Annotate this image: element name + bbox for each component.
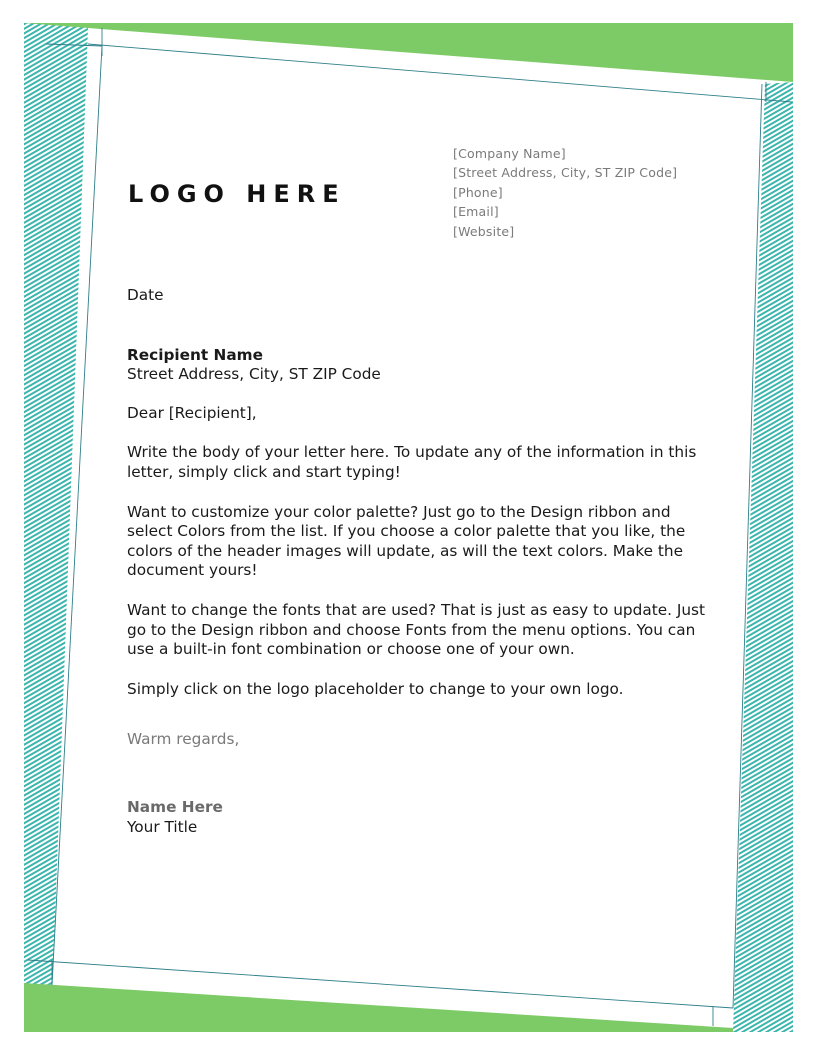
logo-placeholder[interactable]: LOGO HERE bbox=[128, 180, 346, 208]
right-hatched-band bbox=[733, 82, 793, 1032]
signer-name[interactable]: Name Here bbox=[127, 797, 223, 816]
signer-title[interactable]: Your Title bbox=[127, 817, 198, 836]
body-paragraph[interactable]: Simply click on the logo placeholder to change to your own logo. bbox=[127, 679, 624, 698]
company-email[interactable]: [Email] bbox=[453, 204, 499, 220]
body-paragraph[interactable]: Write the body of your letter here. To update any of the information in this letter, simply click and start typing! bbox=[127, 443, 697, 481]
recipient-address[interactable]: Street Address, City, ST ZIP Code bbox=[127, 365, 381, 384]
bottom-green-band bbox=[24, 983, 733, 1032]
salutation[interactable]: Dear [Recipient], bbox=[127, 403, 257, 422]
body-paragraph[interactable]: Want to customize your color palette? Just go to the Design ribbon and select Colors from the list. If you choose a color palette that you like, the colors of the header images will update, as will the text colors. Make the document yours! bbox=[127, 502, 686, 580]
company-website[interactable]: [Website] bbox=[453, 223, 515, 239]
date-field[interactable]: Date bbox=[127, 286, 164, 304]
company-address[interactable]: [Street Address, City, ST ZIP Code] bbox=[453, 165, 678, 181]
company-name[interactable]: [Company Name] bbox=[453, 146, 566, 161]
left-hatched-band bbox=[24, 23, 88, 1000]
letter-body bbox=[127, 286, 707, 837]
company-phone[interactable]: [Phone] bbox=[453, 184, 503, 200]
top-green-band bbox=[24, 23, 793, 82]
recipient-name[interactable]: Recipient Name bbox=[127, 345, 263, 364]
closing[interactable]: Warm regards, bbox=[127, 730, 240, 749]
company-info bbox=[453, 144, 677, 241]
body-paragraph[interactable]: Want to change the fonts that are used? That is just as easy to update. Just go to the Design ribbon and choose Fonts from the menu options. You can use a built-in font combination or choose one of your own. bbox=[127, 600, 706, 659]
